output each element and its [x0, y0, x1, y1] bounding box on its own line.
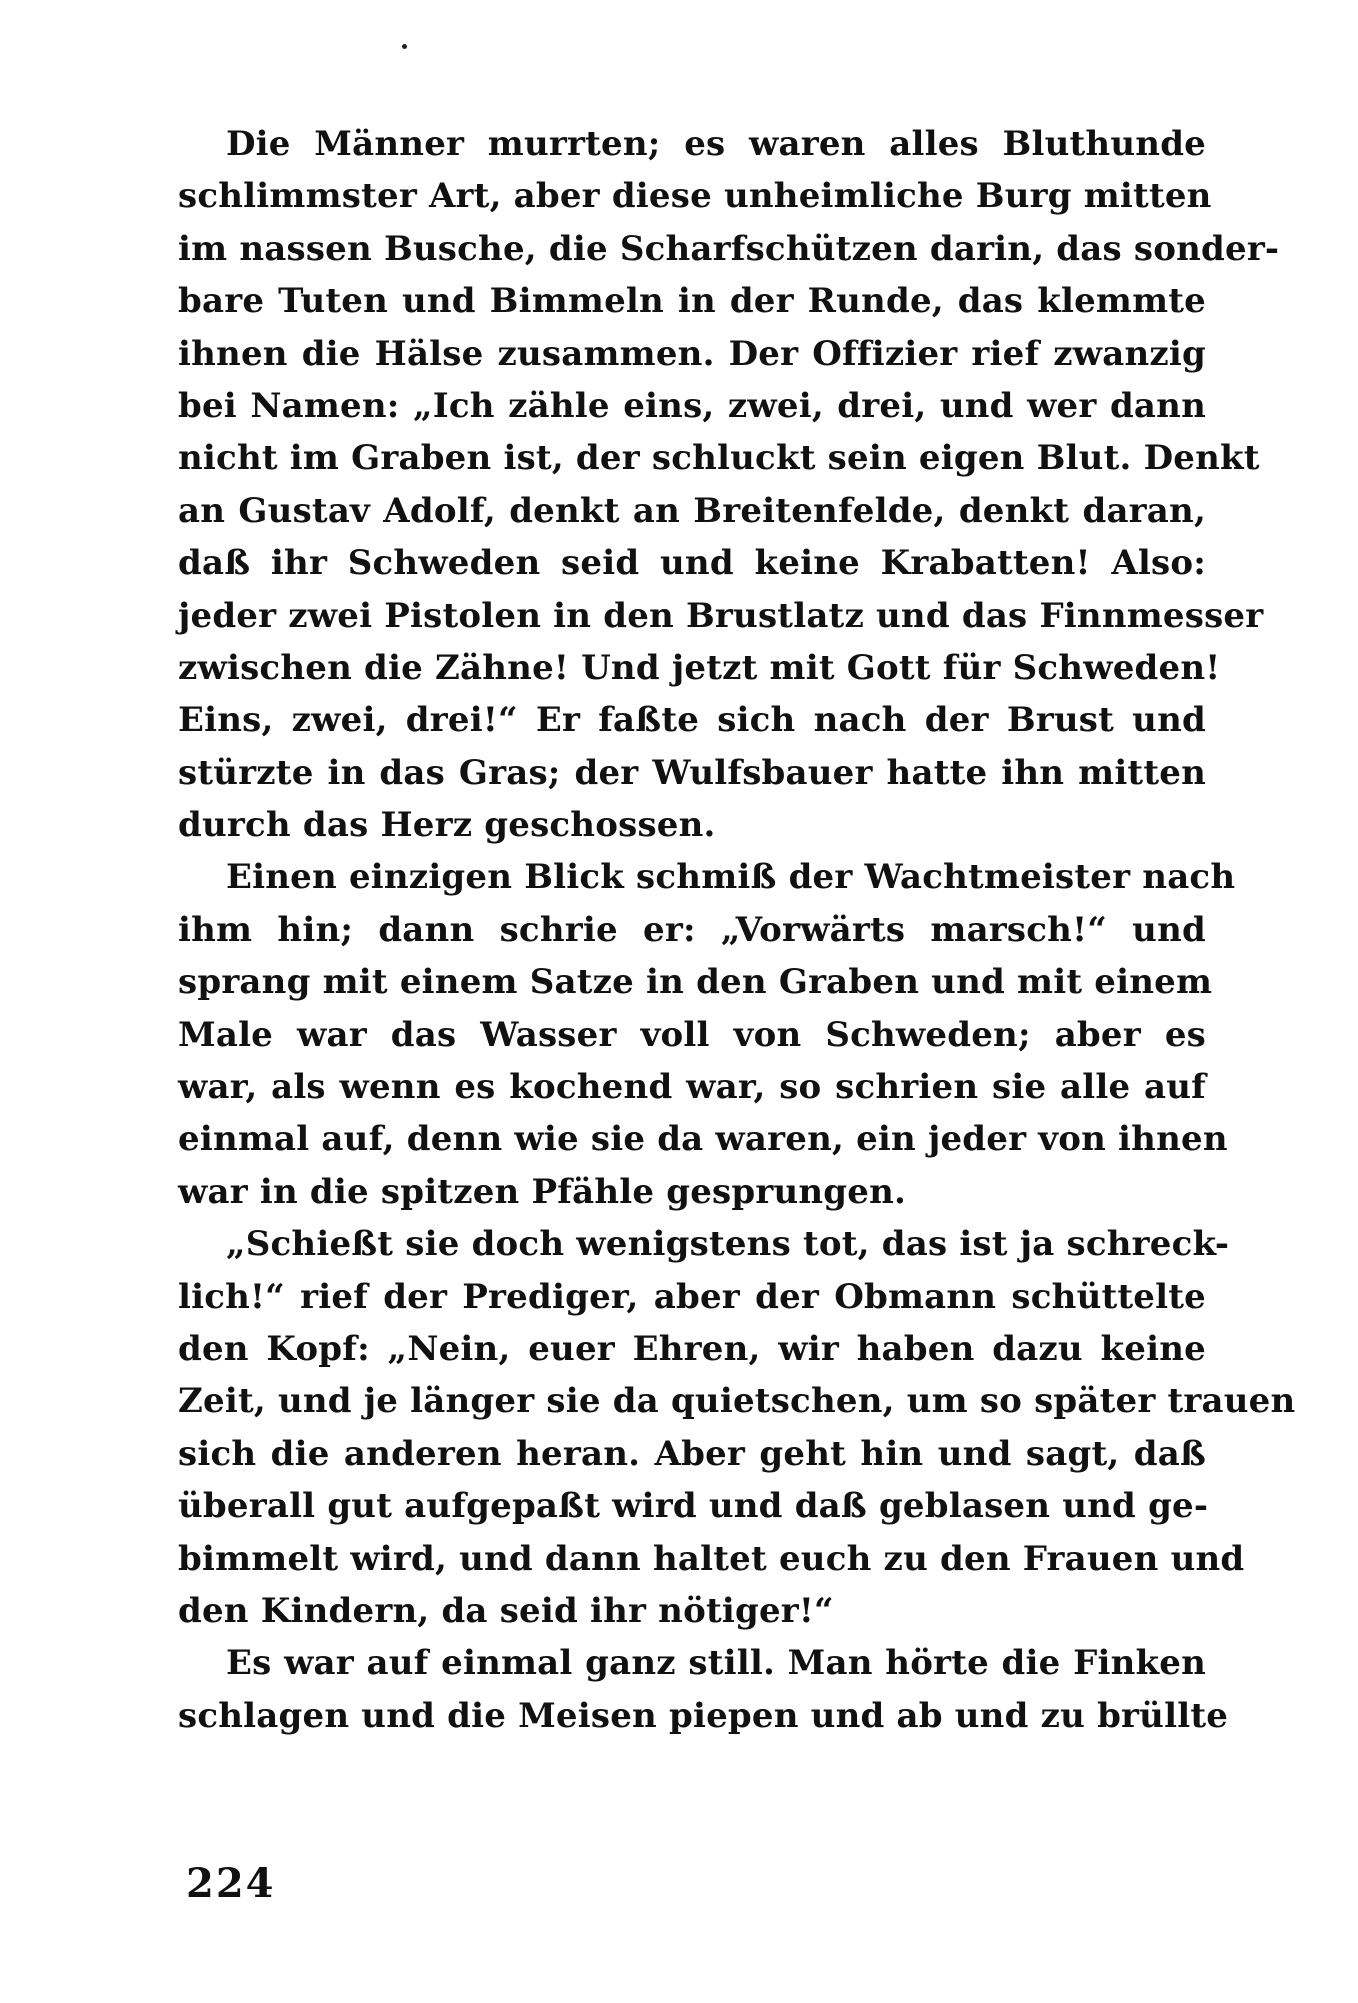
- text-line: Zeit, und je länger sie da quietschen, um so später trauen: [178, 1381, 1296, 1422]
- text-line: Die Männer murrten; es waren alles Bluthunde: [226, 124, 1206, 164]
- text-line: schlimmster Art, aber diese unheimliche Burg mitten: [178, 176, 1212, 217]
- text-line: jeder zwei Pistolen in den Brustlatz und das Finnmesser: [178, 595, 1264, 636]
- text-line: nicht im Graben ist, der schluckt sein eigen Blut. Denkt: [178, 438, 1260, 479]
- text-line: ihm hin; dann schrie er: „Vorwärts marsch!“ und: [178, 909, 1206, 950]
- text-line: überall gut aufgepaßt wird und daß geblasen und ge-: [178, 1486, 1209, 1527]
- text-line: bei Namen: „Ich zähle eins, zwei, drei, und wer dann: [178, 385, 1206, 426]
- text-line: „Schießt sie doch wenigstens tot, das ist ja schreck-: [226, 1224, 1230, 1265]
- text-line: lich!“ rief der Prediger, aber der Obmann schüttelte: [178, 1276, 1206, 1317]
- text-line: stürzte in das Gras; der Wulfsbauer hatte ihn mitten: [178, 752, 1206, 793]
- text-line: den Kopf: „Nein, euer Ehren, wir haben dazu keine: [178, 1328, 1206, 1369]
- text-line: war in die spitzen Pfähle gesprungen.: [178, 1171, 907, 1212]
- text-line: an Gustav Adolf, denkt an Breitenfelde, denkt daran,: [178, 490, 1206, 531]
- text-line: den Kindern, da seid ihr nötiger!“: [178, 1590, 834, 1631]
- text-line: Male war das Wasser voll von Schweden; aber es: [178, 1014, 1206, 1055]
- text-line: schlagen und die Meisen piepen und ab und zu brüllte: [178, 1695, 1229, 1736]
- page-number: 224: [186, 1860, 276, 1907]
- text-line: zwischen die Zähne! Und jetzt mit Gott für Schweden!: [178, 647, 1221, 688]
- text-line: Eins, zwei, drei!“ Er faßte sich nach der Brust und: [178, 700, 1206, 741]
- text-line: Es war auf einmal ganz still. Man hörte die Finken: [226, 1643, 1206, 1684]
- ink-speck: [402, 44, 407, 49]
- text-line: bimmelt wird, und dann haltet euch zu den Frauen und: [178, 1538, 1245, 1579]
- text-line: sprang mit einem Satze in den Graben und mit einem: [178, 962, 1213, 1003]
- text-line: war, als wenn es kochend war, so schrien sie alle auf: [178, 1067, 1206, 1108]
- text-line: sich die anderen heran. Aber geht hin und sagt, daß: [178, 1433, 1206, 1474]
- text-line: daß ihr Schweden seid und keine Krabatten! Also:: [178, 543, 1206, 584]
- text-line: durch das Herz geschossen.: [178, 805, 716, 846]
- text-line: einmal auf, denn wie sie da waren, ein jeder von ihnen: [178, 1119, 1228, 1160]
- text-line: im nassen Busche, die Scharfschützen darin, das sonder-: [178, 228, 1280, 269]
- text-line: bare Tuten und Bimmeln in der Runde, das klemmte: [178, 281, 1206, 322]
- body-text: [178, 118, 1296, 1742]
- text-line: Einen einzigen Blick schmiß der Wachtmeister nach: [226, 857, 1236, 898]
- text-line: ihnen die Hälse zusammen. Der Offizier rief zwanzig: [178, 333, 1206, 374]
